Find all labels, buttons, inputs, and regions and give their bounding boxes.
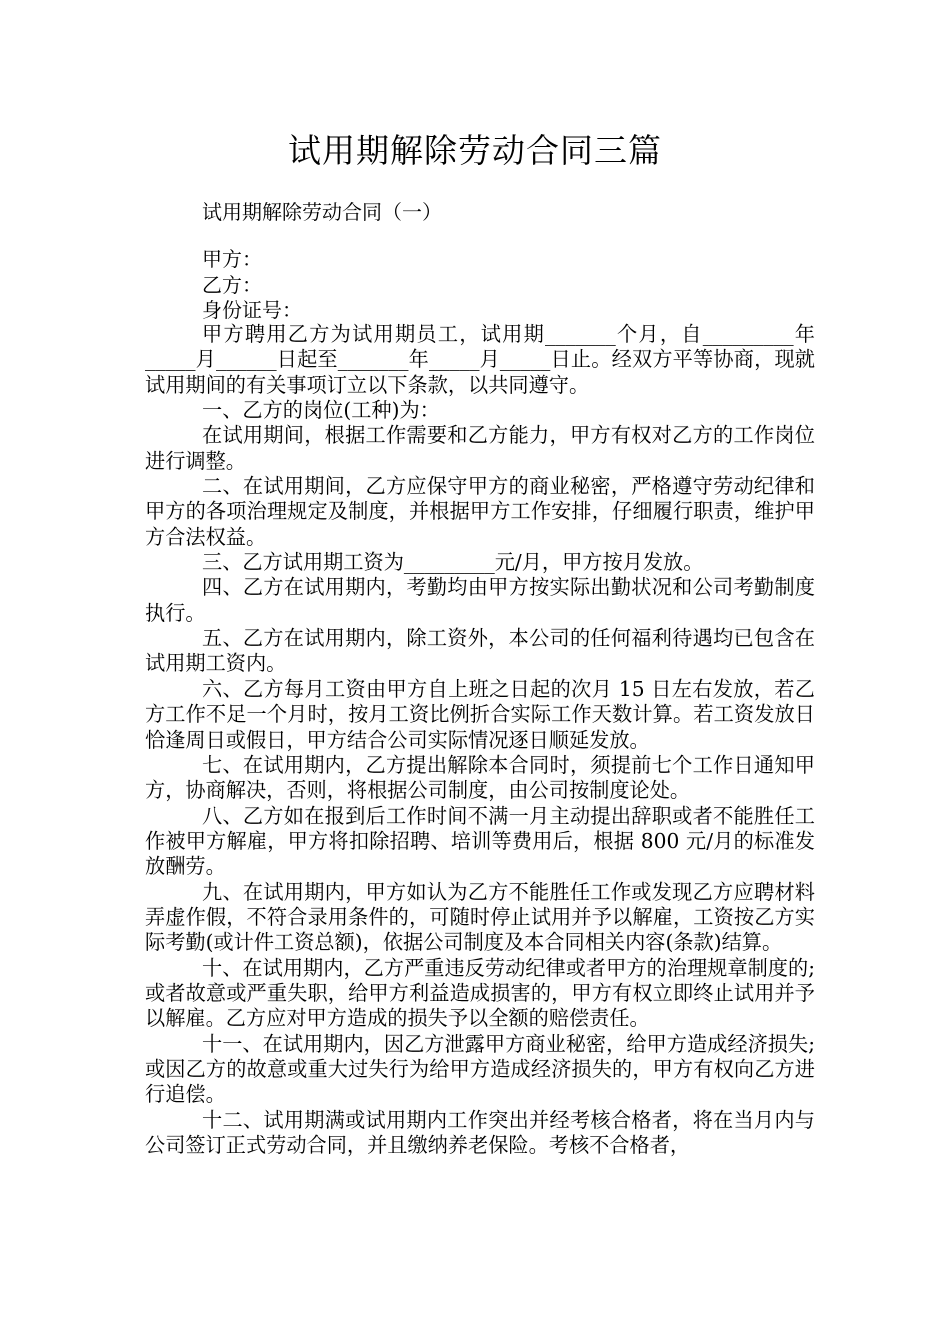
party-a-label: 甲方： [202, 247, 262, 271]
id-number-label: 身份证号： [202, 298, 302, 322]
paragraph-clause-6: 六、乙方每月工资由甲方自上班之日起的次月 15 日左右发放，若乙方工作不足一个月时，按月工资比例折合实际工作天数计算。若工资发放日恰逢周日或假日，甲方结合公司实际情况逐日顺延发放。 [145, 676, 815, 752]
contract-subtitle: 试用期解除劳动合同（一） [202, 200, 442, 224]
paragraph-clause-9: 九、在试用期内，甲方如认为乙方不能胜任工作或发现乙方应聘材料弄虚作假，不符合录用条件的，可随时停止试用并予以解雇，工资按乙方实际考勤(或计件工资总额)，依据公司制度及本合同相关内容(条款)结算。 [145, 879, 815, 955]
contract-body [145, 322, 815, 1158]
party-b-label: 乙方： [202, 272, 262, 297]
paragraph-clause-8: 八、乙方如在报到后工作时间不满一月主动提出辞职或者不能胜任工作被甲方解雇，甲方将扣除招聘、培训等费用后，根据 800 元/月的标准发放酬劳。 [145, 803, 815, 879]
paragraph-clause-3: 三、乙方试用期工资为_________元/月，甲方按月发放。 [202, 550, 704, 575]
paragraph-intro: 甲方聘用乙方为试用期员工，试用期_______个月，自_________年_____月______日起至_______年_____月_____日止。经双方平等协商，现就试用期间的有关事项订立以下条款，以共同遵守。 [145, 322, 815, 397]
paragraph-clause-12: 十二、试用期满或试用期内工作突出并经考核合格者，将在当月内与公司签订正式劳动合同，并且缴纳养老保险。考核不合格者， [145, 1107, 815, 1157]
paragraph-clause-5: 五、乙方在试用期内，除工资外，本公司的任何福利待遇均已包含在试用期工资内。 [145, 626, 815, 676]
document-title: 试用期解除劳动合同三篇 [288, 131, 662, 170]
paragraph-clause-1: 一、乙方的岗位(工种)为： [202, 398, 440, 423]
paragraph-clause-1-detail: 在试用期间，根据工作需要和乙方能力，甲方有权对乙方的工作岗位进行调整。 [145, 423, 815, 473]
paragraph-clause-7: 七、在试用期内，乙方提出解除本合同时，须提前七个工作日通知甲方，协商解决，否则，将根据公司制度，由公司按制度论处。 [145, 752, 815, 803]
party-info [202, 247, 302, 324]
paragraph-clause-4: 四、乙方在试用期内，考勤均由甲方按实际出勤状况和公司考勤制度执行。 [145, 575, 815, 625]
paragraph-clause-11: 十一、在试用期内，因乙方泄露甲方商业秘密，给甲方造成经济损失;或因乙方的故意或重大过失行为给甲方造成经济损失的，甲方有权向乙方进行追偿。 [145, 1031, 815, 1107]
paragraph-clause-2: 二、在试用期间，乙方应保守甲方的商业秘密，严格遵守劳动纪律和甲方的各项治理规定及制度，并根据甲方工作安排，仔细履行职责，维护甲方合法权益。 [145, 474, 815, 549]
paragraph-clause-10: 十、在试用期内，乙方严重违反劳动纪律或者甲方的治理规章制度的;或者故意或严重失职，给甲方利益造成损害的，甲方有权立即终止试用并予以解雇。乙方应对甲方造成的损失予以全额的赔偿责任。 [145, 955, 815, 1031]
